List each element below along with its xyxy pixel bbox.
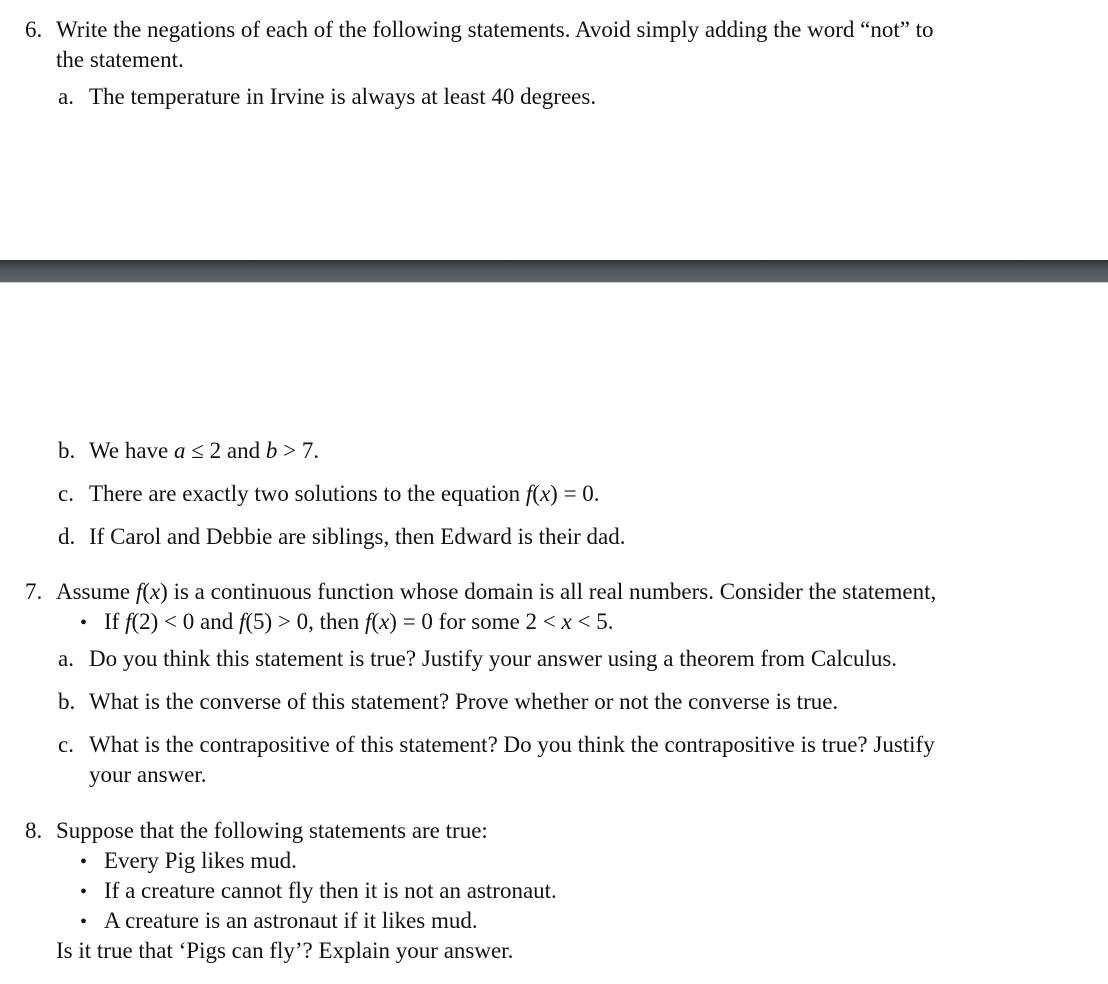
q8-item-2-text: If a creature cannot fly then it is not an astronaut. (104, 878, 557, 903)
q7-s-x2: x (561, 609, 572, 634)
q6d-text: If Carol and Debbie are siblings, then Edward is their dad. (89, 524, 626, 549)
page-divider-bar (0, 260, 1108, 282)
q6c-fn: f (525, 481, 533, 506)
q6-line-1 (25, 15, 934, 45)
q6d-label: d. (58, 524, 76, 549)
q8-bullet-1: • (80, 851, 88, 873)
page-divider-edge (0, 282, 1108, 283)
q6c-var: x (539, 481, 551, 506)
q6-part-a (58, 82, 596, 112)
q8-item-3-text: A creature is an astronaut if it likes mud. (104, 908, 478, 933)
q7-part-b (58, 687, 838, 717)
q7-statement (80, 607, 613, 638)
q7-s-f3: f (365, 609, 372, 634)
q8-question-text: Is it true that ‘Pigs can fly’? Explain your answer. (56, 938, 514, 963)
q7a-label: a. (58, 646, 74, 671)
q6a-text: The temperature in Irvine is always at least 40 degrees. (89, 84, 597, 109)
q8-bullet-2: • (80, 881, 88, 903)
q7-p-open: ( (142, 579, 150, 604)
q7-part-c (58, 730, 935, 760)
q7c-line2: your answer. (89, 762, 207, 787)
q8-question (56, 936, 513, 966)
q6c-pre: There are exactly two solutions to the equation (89, 481, 526, 506)
q7-part-a (58, 644, 897, 674)
q6-part-d (58, 522, 626, 552)
q8-prompt (25, 816, 488, 846)
q6c-label: c. (58, 481, 74, 506)
q7-s-t2: (5) > 0, then (245, 609, 365, 634)
q7b-label: b. (58, 689, 76, 714)
q7-number: 7. (25, 579, 43, 604)
q7-s-if: If (104, 609, 126, 634)
q7a-text: Do you think this statement is true? Justify your answer using a theorem from Calculus. (89, 646, 898, 671)
q7-s-t5: < 5. (571, 609, 614, 634)
q7-s-t4: ) = 0 for some 2 < (389, 609, 562, 634)
q6b-rel1: ≤ 2 and (185, 438, 266, 463)
q7c-line1: What is the contrapositive of this statement? Do you think the contrapositive is true? Justify (89, 732, 935, 757)
q6c-open: ( (532, 481, 540, 506)
q8-item-3 (80, 906, 478, 937)
q7-s-f2: f (238, 609, 246, 634)
q8-item-1 (80, 846, 297, 877)
q7-s-t3: ( (371, 609, 380, 634)
q6-number: 6. (25, 17, 43, 42)
q7c-label: c. (58, 732, 74, 757)
q7-s-t1: (2) < 0 and (131, 609, 239, 634)
q7b-text: What is the converse of this statement? Prove whether or not the converse is true. (89, 689, 839, 714)
q7-bullet: • (80, 612, 88, 634)
q7-prompt (25, 577, 936, 607)
q6-prompt-line1: Write the negations of each of the following statements. Avoid simply adding the word “not” to (56, 17, 934, 42)
q6c-post: ) = 0. (550, 481, 600, 506)
q6-prompt-line2: the statement. (56, 47, 184, 72)
q6a-label: a. (58, 84, 74, 109)
q8-item-2 (80, 876, 557, 907)
q7-p-var: x (149, 579, 161, 604)
q7-part-c-cont (89, 760, 207, 790)
q7-s-x1: x (379, 609, 390, 634)
q6b-label: b. (58, 438, 76, 463)
q6b-var-a: a (174, 438, 186, 463)
q6b-var-b: b (265, 438, 278, 463)
q7-p-pre: Assume (56, 579, 136, 604)
q6b-pre: We have (89, 438, 174, 463)
q8-number: 8. (25, 818, 43, 843)
q6b-rel2: > 7. (277, 438, 320, 463)
q7-p-fn: f (135, 579, 143, 604)
q7-p-post: ) is a continuous function whose domain is all real numbers. Consider the statement, (160, 579, 937, 604)
q6-part-b (58, 436, 319, 466)
q8-bullet-3: • (80, 911, 88, 933)
q6-line-2 (56, 45, 184, 75)
q8-item-1-text: Every Pig likes mud. (104, 848, 297, 873)
q8-prompt-text: Suppose that the following statements are true: (56, 818, 488, 843)
q6-part-c (58, 479, 600, 509)
q7-s-f1: f (125, 609, 132, 634)
